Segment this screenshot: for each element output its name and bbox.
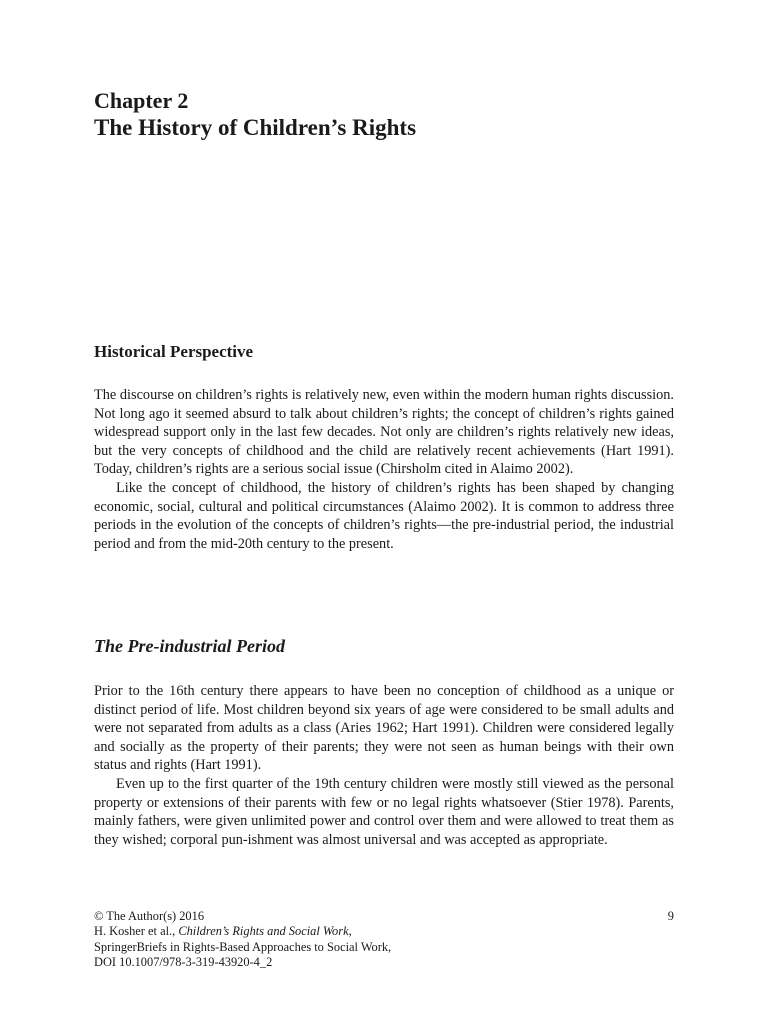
paragraph: Prior to the 16th century there appears to have been no conception of childhood as a unique or distinct period of life. Most children beyond six years of age were considered to be small adults and were not separated from adults as a class (Aries 1962; Hart 1991). Children were considered legally and socially as the property of their parents; they were not seen as human beings with their own status and rights (Hart 1991). bbox=[94, 683, 674, 774]
chapter-title: The History of Children’s Rights bbox=[94, 115, 417, 140]
copyright-line: © The Author(s) 2016 bbox=[94, 909, 205, 923]
chapter-label: Chapter 2 bbox=[94, 88, 189, 113]
citation-suffix: , bbox=[348, 924, 352, 939]
series-line: SpringerBriefs in Rights-Based Approaches to Social Work, bbox=[94, 939, 392, 954]
section-body-pre-industrial-period bbox=[94, 682, 674, 849]
paragraph: Even up to the first quarter of the 19th century children were mostly still viewed as the personal property or extensions of their parents with few or no legal rights whatsoever (Stier 1978). Parents, mainly fathers, were given unlimited power and control over them and were allowed to treat them as they wished; corporal pun-ishment was almost universal and was accepted as appropriate. bbox=[94, 775, 674, 848]
section-heading-historical-perspective: Historical Perspective bbox=[94, 342, 254, 361]
paragraph: Like the concept of childhood, the history of children’s rights has been shaped by changing economic, social, cultural and political circumstances (Alaimo 2002). It is common to address three periods in the evolution of the concepts of children’s rights—the pre-industrial period, the industrial period and from the mid-20th century to the present. bbox=[94, 479, 674, 552]
page-number: 9 bbox=[667, 909, 674, 923]
page-footer bbox=[94, 909, 674, 970]
paragraph: The discourse on children’s rights is relatively new, even within the modern human rights discussion. Not long ago it seemed absurd to talk about children’s rights; the concept of children’s rights gained widespread support only in the last few decades. Not only are children’s rights relatively new ideas, but the very concepts of childhood and the child are relatively recent achievements (Hart 1991). Today, children’s rights are a serious social issue (Chirsholm cited in Alaimo 2002). bbox=[94, 387, 674, 478]
citation-book-title: Children’s Rights and Social Work bbox=[178, 924, 349, 939]
section-body-historical-perspective bbox=[94, 386, 674, 553]
citation-authors: H. Kosher et al., bbox=[94, 924, 179, 939]
citation-line bbox=[94, 924, 674, 939]
section-heading-pre-industrial-period: The Pre-industrial Period bbox=[94, 636, 286, 656]
doi-line: DOI 10.1007/978-3-319-43920-4_2 bbox=[94, 954, 273, 969]
chapter-header bbox=[94, 88, 676, 142]
